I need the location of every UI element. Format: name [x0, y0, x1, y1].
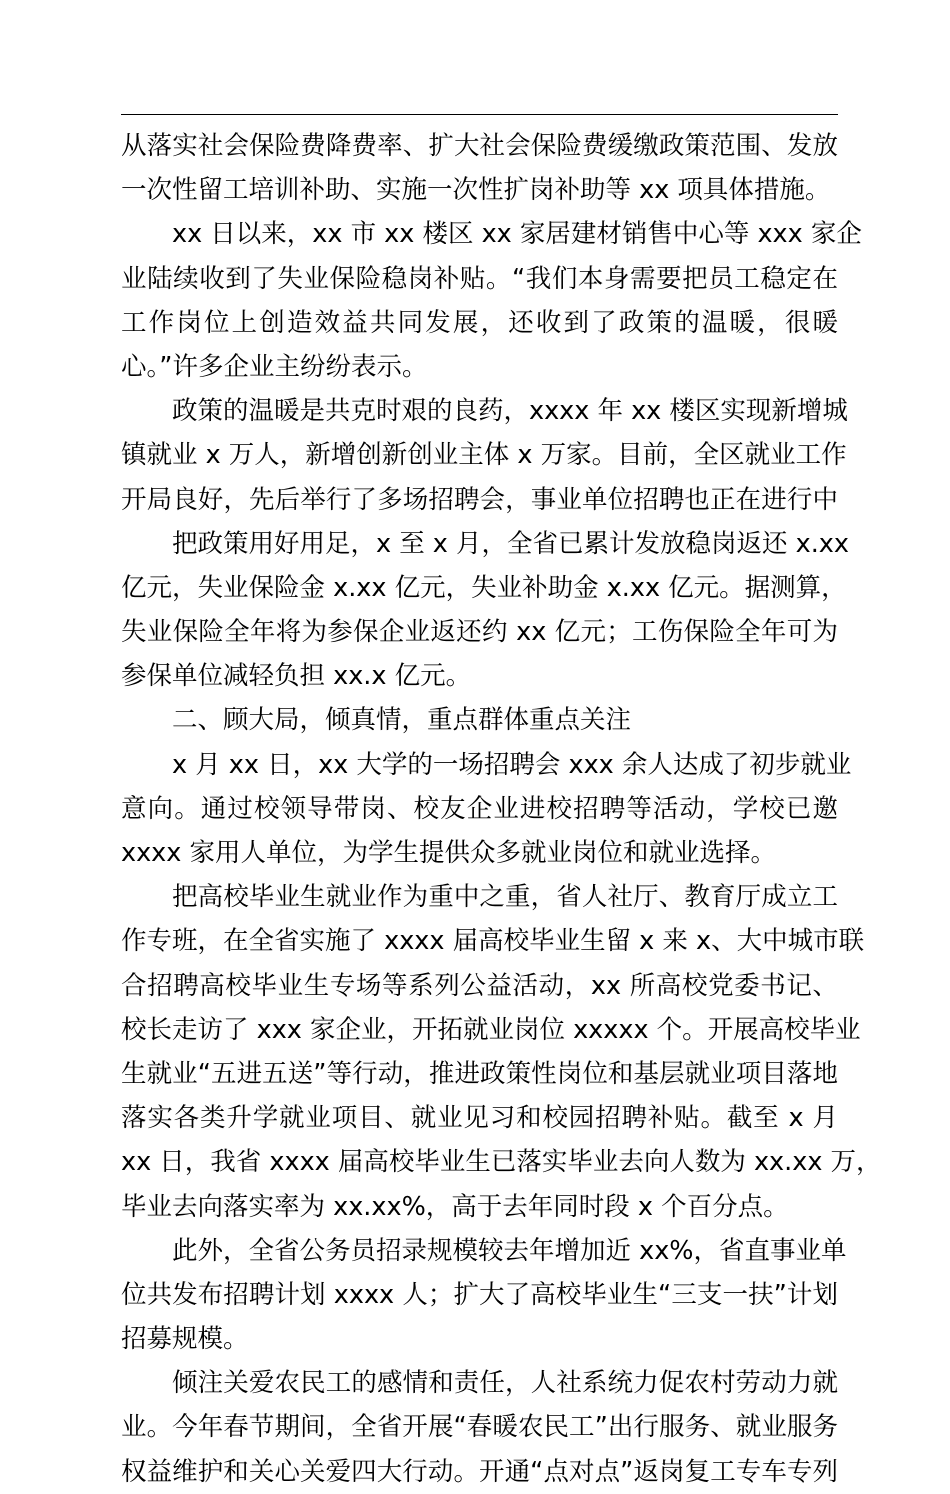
text-line: 落实各类升学就业项目、就业见习和校园招聘补贴。截至 x 月	[121, 1103, 838, 1134]
text-line: 权益维护和关心关爱四大行动。开通“点对点”返岗复工专车专列	[121, 1456, 838, 1487]
header-rule	[121, 114, 838, 115]
text-line: 校长走访了 xxx 家企业，开拓就业岗位 xxxxx 个。开展高校毕业	[121, 1014, 861, 1045]
document-body	[121, 124, 882, 1494]
text-line: 镇就业 x 万人，新增创新创业主体 x 万家。目前，全区就业工作	[121, 440, 847, 471]
text-line: 毕业去向落实率为 xx.xx%，高于去年同时段 x 个百分点。	[121, 1191, 789, 1222]
text-line: xx 日，我省 xxxx 届高校毕业生已落实毕业去向人数为 xx.xx 万，	[121, 1147, 882, 1178]
text-line: 亿元，失业保险金 x.xx 亿元，失业补助金 x.xx 亿元。据测算，	[121, 572, 847, 603]
text-line: 参保单位减轻负担 xx.x 亿元。	[121, 661, 472, 692]
text-line: 心。”许多企业主纷纷表示。	[121, 351, 428, 382]
text-line: 工作岗位上创造效益共同发展，还收到了政策的温暖，很暖	[121, 307, 838, 338]
text-line: 作专班，在全省实施了 xxxx 届高校毕业生留 x 来 x、大中城市联	[121, 926, 865, 957]
text-line: xx 日以来，xx 市 xx 楼区 xx 家居建材销售中心等 xxx 家企	[172, 219, 862, 250]
text-line: 失业保险全年将为参保企业返还约 xx 亿元；工伤保险全年可为	[121, 617, 838, 648]
text-line: x 月 xx 日，xx 大学的一场招聘会 xxx 余人达成了初步就业	[172, 749, 852, 780]
text-line: 生就业“五进五送”等行动，推进政策性岗位和基层就业项目落地	[121, 1058, 838, 1089]
text-line: 合招聘高校毕业生专场等系列公益活动，xx 所高校党委书记、	[121, 970, 838, 1001]
text-line: 一次性留工培训补助、实施一次性扩岗补助等 xx 项具体措施。	[121, 175, 831, 206]
text-line: 政策的温暖是共克时艰的良药，xxxx 年 xx 楼区实现新增城	[172, 396, 848, 427]
text-line: 业陆续收到了失业保险稳岗补贴。“我们本身需要把员工稳定在	[121, 263, 838, 294]
text-line: 业。今年春节期间，全省开展“春暖农民工”出行服务、就业服务	[121, 1412, 838, 1443]
text-line: 意向。通过校领导带岗、校友企业进校招聘等活动，学校已邀	[121, 793, 838, 824]
text-line: 位共发布招聘计划 xxxx 人；扩大了高校毕业生“三支一扶”计划	[121, 1279, 838, 1310]
text-line: 从落实社会保险费降费率、扩大社会保险费缓缴政策范围、发放	[121, 131, 838, 161]
text-line: 倾注关爱农民工的感情和责任，人社系统力促农村劳动力就	[172, 1368, 838, 1399]
text-line: 此外，全省公务员招录规模较去年增加近 xx%，省直事业单	[172, 1235, 847, 1266]
text-line: 二、顾大局，倾真情，重点群体重点关注	[172, 705, 632, 736]
text-line: xxxx 家用人单位，为学生提供众多就业岗位和就业选择。	[121, 838, 776, 868]
text-line: 把政策用好用足，x 至 x 月，全省已累计发放稳岗返还 x.xx	[172, 528, 849, 559]
text-line: 开局良好，先后举行了多场招聘会，事业单位招聘也正在进行中	[121, 484, 838, 515]
text-line: 招募规模。	[121, 1324, 249, 1355]
text-line: 把高校毕业生就业作为重中之重，省人社厅、教育厅成立工	[172, 882, 838, 913]
